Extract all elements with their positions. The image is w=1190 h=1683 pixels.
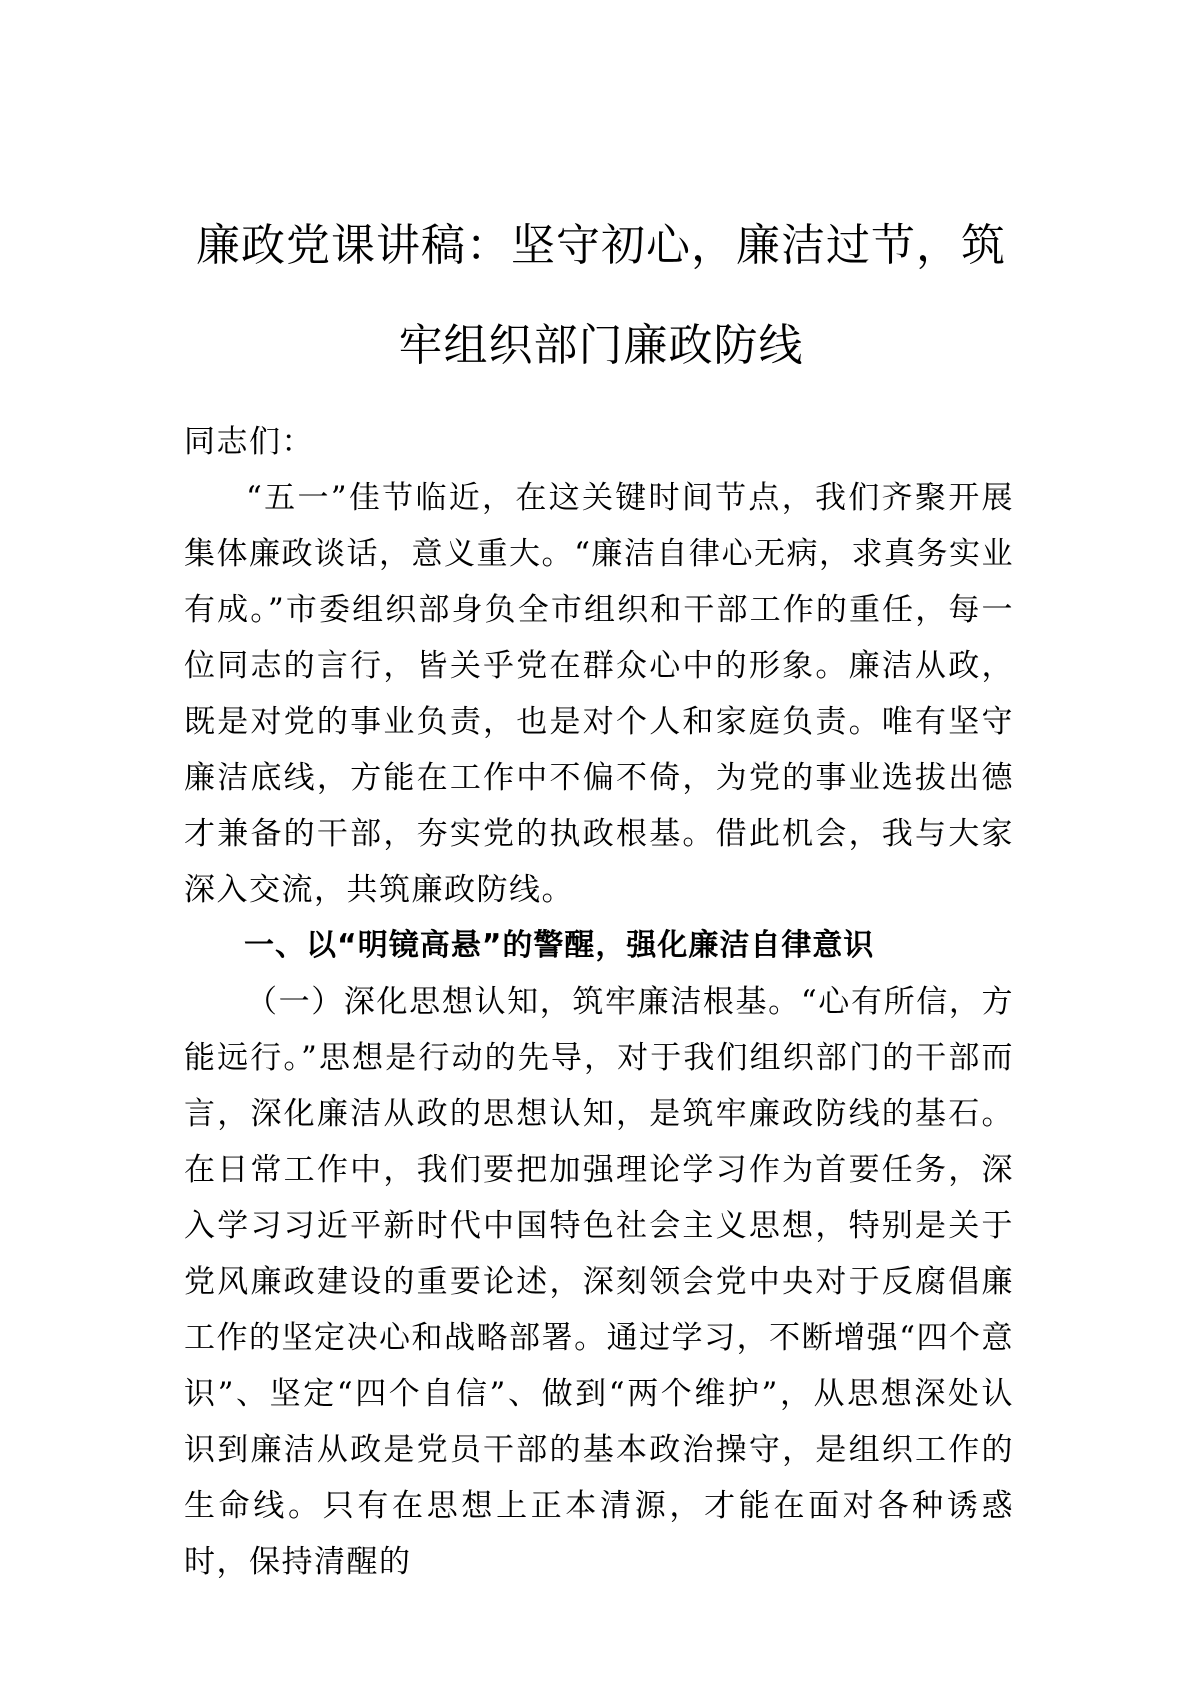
section-1-heading: 一、以“明镜高悬”的警醒，强化廉洁自律意识: [244, 928, 875, 963]
section-1-1-paragraph: （一）深化思想认知，筑牢廉洁根基。“心有所信，方能远行。”思想是行动的先导，对于我们组织部门的干部而言，深化廉洁从政的思想认知，是筑牢廉政防线的基石。在日常工作中，我们要把加强理论学习作为首要任务，深入学习习近平新时代中国特色社会主义思想，特别是关于党风廉政建设的重要论述，深刻领会党中央对于反腐倡廉工作的坚定决心和战略部署。通过学习，不断增强“四个意识”、坚定“四个自信”、做到“两个维护”，从思想深处认识到廉洁从政是党员干部的基本政治操守，是组织工作的生命线。只有在思想上正本清源，才能在面对各种诱惑时，保持清醒的: [184, 984, 1014, 1580]
document-body: [184, 414, 1014, 1590]
salutation: 同志们：: [184, 424, 314, 460]
document-title: 廉政党课讲稿：坚守初心，廉洁过节，筑牢组织部门廉政防线: [196, 220, 1006, 371]
intro-paragraph: “五一”佳节临近，在这关键时间节点，我们齐聚开展集体廉政谈话，意义重大。“廉洁自律心无病，求真务实业有成。”市委组织部身负全市组织和干部工作的重任，每一位同志的言行，皆关乎党在群众心中的形象。廉洁从政，既是对党的事业负责，也是对个人和家庭负责。唯有坚守廉洁底线，方能在工作中不偏不倚，为党的事业选拔出德才兼备的干部，夯实党的执政根基。借此机会，我与大家深入交流，共筑廉政防线。: [184, 480, 1014, 908]
